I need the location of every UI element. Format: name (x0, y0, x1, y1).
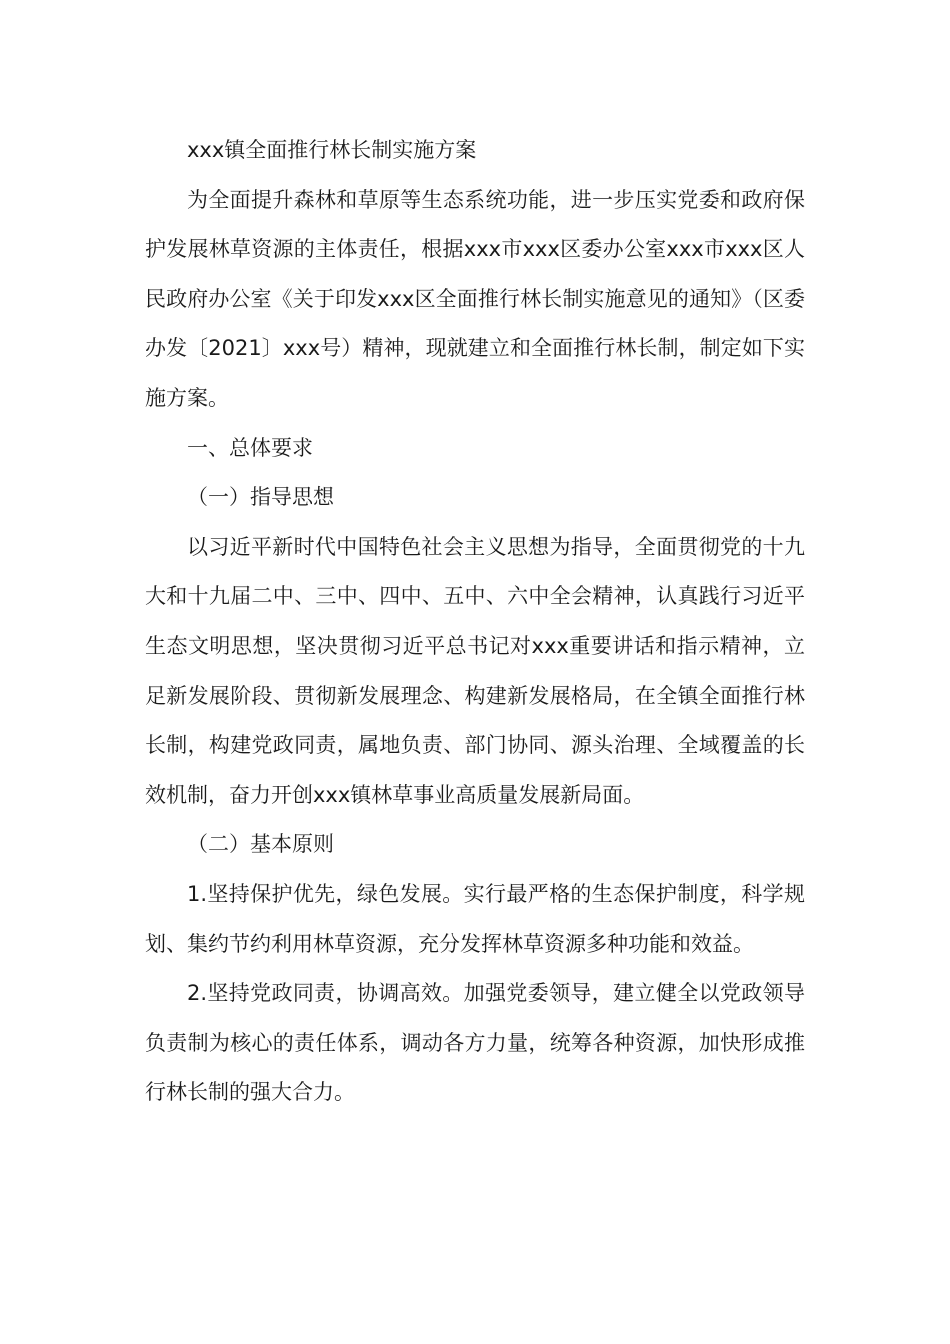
document-body (145, 126, 805, 1118)
subsection-heading-guiding-ideology: （一）指导思想 (187, 485, 334, 510)
section-heading-general-requirements: 一、总体要求 (187, 435, 313, 460)
paragraph-guiding-ideology: 以习近平新时代中国特色社会主义思想为指导，全面贯彻党的十九大和十九届二中、三中、四中、五中、六中全会精神，认真践行习近平生态文明思想，坚决贯彻习近平总书记对xxx重要讲话和指示精神，立足新发展阶段、贯彻新发展理念、构建新发展格局，在全镇全面推行林长制，构建党政同责，属地负责、部门协同、源头治理、全域覆盖的长效机制，奋力开创xxx镇林草事业高质量发展新局面。 (145, 534, 805, 807)
subsection-heading-basic-principles: （二）基本原则 (187, 832, 334, 857)
document-title: xxx镇全面推行林长制实施方案 (187, 138, 477, 162)
paragraph-intro: 为全面提升森林和草原等生态系统功能，进一步压实党委和政府保护发展林草资源的主体责任，根据xxx市xxx区委办公室xxx市xxx区人民政府办公室《关于印发xxx区全面推行林长制实施意见的通知》（区委办发〔2021〕xxx号）精神，现就建立和全面推行林长制，制定如下实施方案。 (145, 187, 805, 410)
paragraph-principle-2: 2.坚持党政同责，协调高效。加强党委领导，建立健全以党政领导负责制为核心的责任体系，调动各方力量，统筹各种资源，加快形成推行林长制的强大合力。 (145, 981, 805, 1105)
paragraph-principle-1: 1.坚持保护优先，绿色发展。实行最严格的生态保护制度，科学规划、集约节约利用林草资源，充分发挥林草资源多种功能和效益。 (145, 881, 805, 956)
